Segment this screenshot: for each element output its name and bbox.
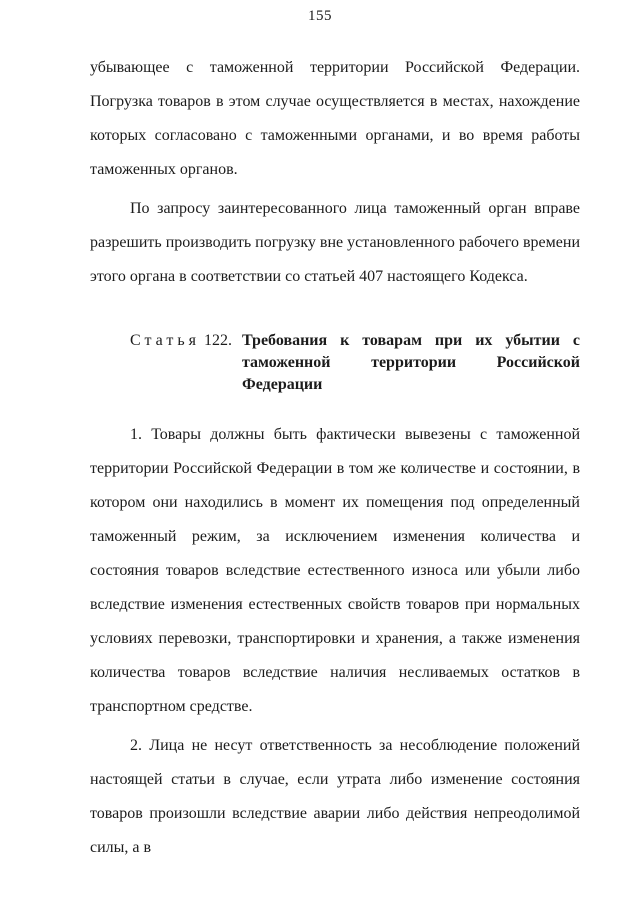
paragraph-item-2: 2. Лица не несут ответственность за несоблюдение положений настоящей статьи в случае, если утрата либо изменение состояния товаров произошли вследствие аварии либо действия непреодолимой силы, а в [90, 737, 580, 856]
article-label-word: Статья [130, 332, 200, 349]
page-number: 155 [308, 8, 332, 24]
article-title: Требования к товарам при их убытии с таможенной территории Российской Федерации [241, 332, 580, 393]
article-heading [130, 330, 580, 396]
text-block [90, 51, 580, 865]
paragraph-continuation: убывающее с таможенной территории Российской Федерации. Погрузка товаров в этом случае осуществляется в местах, нахождение которых согласовано с таможенными органами, и во время работы таможенных органов. [90, 59, 580, 178]
paragraph-item-1: 1. Товары должны быть фактически вывезены с таможенной территории Российской Федерации в том же количестве и состоянии, в котором они находились в момент их помещения под определенный таможенный режим, за исключением изменения количества и состояния товаров вследствие естественного износа или убыли либо вследствие изменения естественных свойств товаров при нормальных условиях перевозки, транспортировки и хранения, а также изменения количества товаров вследствие наличия несливаемых остатков в транспортном средстве. [90, 426, 580, 715]
article-label-number: 122. [203, 332, 232, 349]
paragraph-request: По запросу заинтересованного лица таможенный орган вправе разрешить производить погрузку вне установленного рабочего времени этого органа в соответствии со статьей 407 настоящего Кодекса. [90, 200, 580, 285]
article-label [130, 330, 232, 352]
